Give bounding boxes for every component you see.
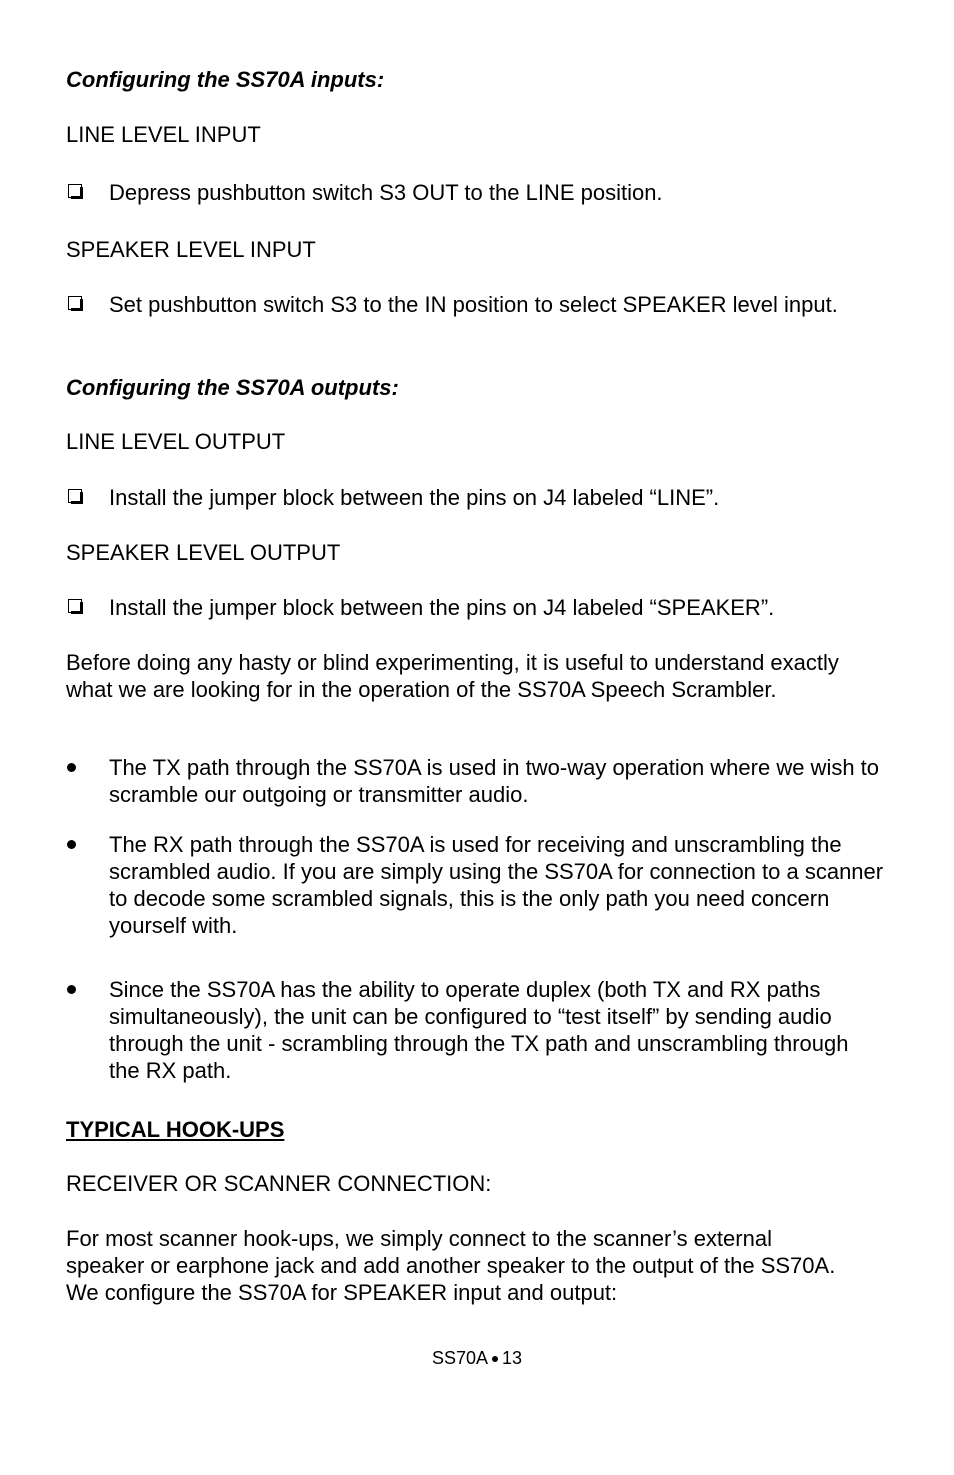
- speaker-output-label: SPEAKER LEVEL OUTPUT: [66, 540, 341, 565]
- bullet-text: Since the SS70A has the ability to operate duplex (both TX and RX paths simultaneously), the unit can be configured to “test itself” by sending audio through the unit - scrambling through the TX path and unscrambling through the RX path.: [109, 977, 849, 1083]
- footer-model: SS70A: [431, 1348, 488, 1368]
- bullet-icon: [67, 840, 76, 849]
- bullet-text: The TX path through the SS70A is used in two-way operation where we wish to scramble our outgoing or transmitter audio.: [109, 755, 880, 807]
- footer-page-number: 13: [502, 1348, 523, 1368]
- bullet-icon: [67, 985, 76, 994]
- receiver-paragraph: For most scanner hook-ups, we simply connect to the scanner’s external speaker or earphone jack and add another speaker to the output of the SS70A. We configure the SS70A for SPEAKER input and output:: [66, 1226, 836, 1305]
- line-input-label: LINE LEVEL INPUT: [66, 122, 261, 147]
- hookups-heading: TYPICAL HOOK-UPS: [66, 1117, 285, 1142]
- speaker-input-label: SPEAKER LEVEL INPUT: [66, 237, 316, 262]
- checkbox-icon: [68, 296, 82, 310]
- speaker-output-step-text: Install the jumper block between the pins on J4 labeled “SPEAKER”.: [109, 595, 775, 620]
- checkbox-icon: [68, 599, 82, 613]
- page-footer: [0, 1347, 954, 1369]
- inputs-heading: Configuring the SS70A inputs:: [66, 67, 385, 92]
- line-output-step-text: Install the jumper block between the pins on J4 labeled “LINE”.: [109, 485, 720, 510]
- line-output-label: LINE LEVEL OUTPUT: [66, 429, 286, 454]
- bullet-icon: [67, 763, 76, 772]
- line-input-step-text: Depress pushbutton switch S3 OUT to the LINE position.: [109, 180, 663, 205]
- bullet-text: The RX path through the SS70A is used for receiving and unscrambling the scrambled audio. If you are simply using the SS70A for connection to a scanner to decode some scrambled signals, this is the only path you need concern yourself with.: [109, 832, 884, 938]
- outputs-heading: Configuring the SS70A outputs:: [66, 375, 399, 400]
- receiver-label: RECEIVER OR SCANNER CONNECTION:: [66, 1171, 492, 1196]
- speaker-input-step-text: Set pushbutton switch S3 to the IN position to select SPEAKER level input.: [109, 292, 838, 317]
- checkbox-icon: [68, 489, 82, 503]
- bullet-separator-icon: [492, 1356, 498, 1362]
- checkbox-icon: [68, 184, 82, 198]
- intro-paragraph: Before doing any hasty or blind experimenting, it is useful to understand exactly what we are looking for in the operation of the SS70A Speech Scrambler.: [66, 650, 839, 702]
